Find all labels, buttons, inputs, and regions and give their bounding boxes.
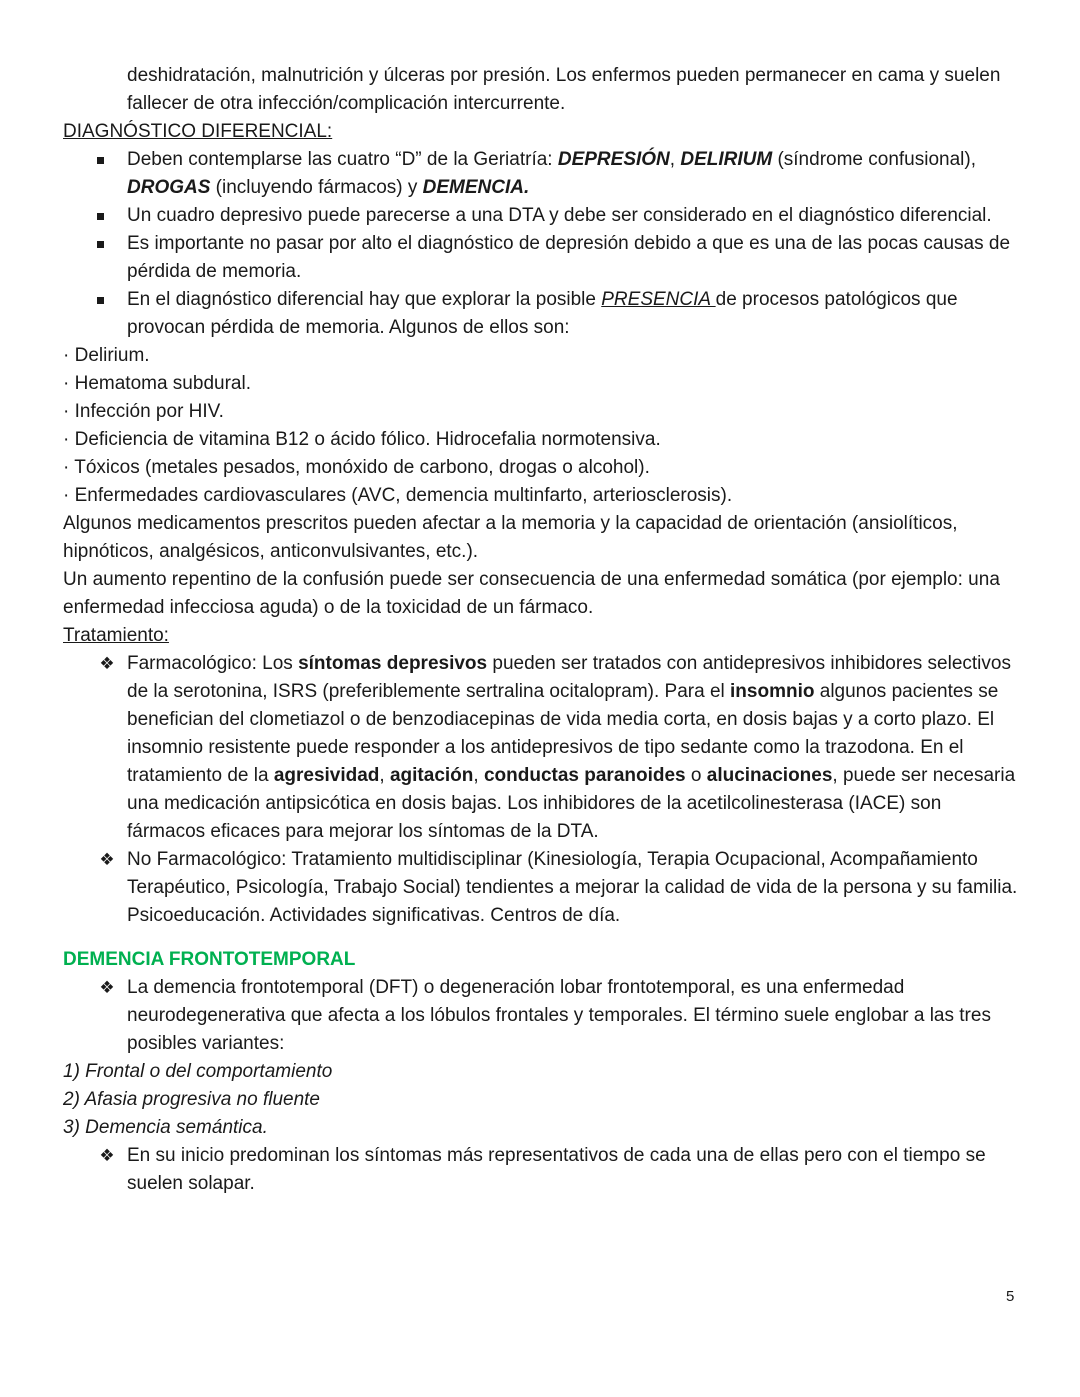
variant-item: 2) Afasia progresiva no fluente	[63, 1089, 321, 1110]
dot-list-item: · Delirium.	[63, 345, 150, 366]
paragraph: Algunos medicamentos prescritos pueden afectar a la memoria y la capacidad de orientación (ansiolíticos, hipnóticos, analgésicos, anticonvulsivantes, etc.).	[63, 513, 958, 562]
diamond-bullet-icon: ❖	[99, 654, 115, 674]
diamond-bullet-icon: ❖	[99, 978, 115, 998]
dot-list-item: · Hematoma subdural.	[63, 373, 251, 394]
section-heading-dft: DEMENCIA FRONTOTEMPORAL	[63, 949, 356, 970]
list-item: ❖ Farmacológico: Los síntomas depresivos pueden ser tratados con antidepresivos inhibidores selectivos de la serotonina, ISRS (preferiblemente sertralina ocitalopram). Para el insomnio algunos pacientes se benefician del clometiazol o de benzodiacepinas de vida media corta, en dosis bajas y a corto plazo. El insomnio resistente puede responder a los antidepresivos de tipo sedante como la trazodona. En el tratamiento de la agresividad, agitación, conductas paranoides o alucinaciones, puede ser necesaria una medicación antipsicótica en dosis bajas. Los inhibidores de la acetilcolinesterasa (IACE) son fármacos eficaces para mejorar los síntomas de la DTA.	[63, 650, 1023, 846]
document-page	[63, 62, 1023, 1198]
variant-item: 3) Demencia semántica.	[63, 1117, 268, 1138]
continued-paragraph: deshidratación, malnutrición y úlceras por presión. Los enfermos pueden permanecer en cama y suelen fallecer de otra infección/complicación intercurrente.	[127, 65, 1001, 114]
paragraph: Un aumento repentino de la confusión puede ser consecuencia de una enfermedad somática (por ejemplo: una enfermedad infecciosa aguda) o de la toxicidad de un fármaco.	[63, 569, 1000, 618]
list-item: Un cuadro depresivo puede parecerse a una DTA y debe ser considerado en el diagnóstico diferencial.	[63, 202, 1023, 230]
dot-list-item: · Deficiencia de vitamina B12 o ácido fólico. Hidrocefalia normotensiva.	[63, 429, 661, 450]
list-item: ❖ En su inicio predominan los síntomas más representativos de cada una de ellas pero con el tiempo se suelen solapar.	[63, 1142, 1023, 1198]
diamond-bullet-icon: ❖	[99, 850, 115, 870]
variant-item: 1) Frontal o del comportamiento	[63, 1061, 333, 1082]
list-item: Es importante no pasar por alto el diagnóstico de depresión debido a que es una de las pocas causas de pérdida de memoria.	[63, 230, 1023, 286]
section-heading-diagnostico: DIAGNÓSTICO DIFERENCIAL:	[63, 121, 333, 142]
list-item: ❖ No Farmacológico: Tratamiento multidisciplinar (Kinesiología, Terapia Ocupacional, Acompañamiento Terapéutico, Psicología, Trabajo Social) tendientes a mejorar la calidad de vida de la persona y su familia. Psicoeducación. Actividades significativas. Centros de día.	[63, 846, 1023, 930]
section-heading-tratamiento: Tratamiento:	[63, 625, 169, 646]
dot-list-item: · Infección por HIV.	[63, 401, 224, 422]
list-item: En el diagnóstico diferencial hay que explorar la posible PRESENCIA de procesos patológicos que provocan pérdida de memoria. Algunos de ellos son:	[63, 286, 1023, 342]
dot-list-item: · Tóxicos (metales pesados, monóxido de carbono, drogas o alcohol).	[63, 457, 650, 478]
square-bullet-icon	[97, 297, 104, 304]
square-bullet-icon	[97, 157, 104, 164]
spacer	[63, 930, 1023, 946]
list-item: Deben contemplarse las cuatro “D” de la Geriatría: DEPRESIÓN, DELIRIUM (síndrome confusional), DROGAS (incluyendo fármacos) y DEMENCIA.	[63, 146, 1023, 202]
square-bullet-icon	[97, 213, 104, 220]
list-item: ❖ La demencia frontotemporal (DFT) o degeneración lobar frontotemporal, es una enfermedad neurodegenerativa que afecta a los lóbulos frontales y temporales. El término suele englobar a las tres posibles variantes:	[63, 974, 1023, 1058]
page-number: 5	[1006, 1288, 1015, 1305]
dot-list-item: · Enfermedades cardiovasculares (AVC, demencia multinfarto, arteriosclerosis).	[63, 485, 733, 506]
diamond-bullet-icon: ❖	[99, 1146, 115, 1166]
square-bullet-icon	[97, 241, 104, 248]
